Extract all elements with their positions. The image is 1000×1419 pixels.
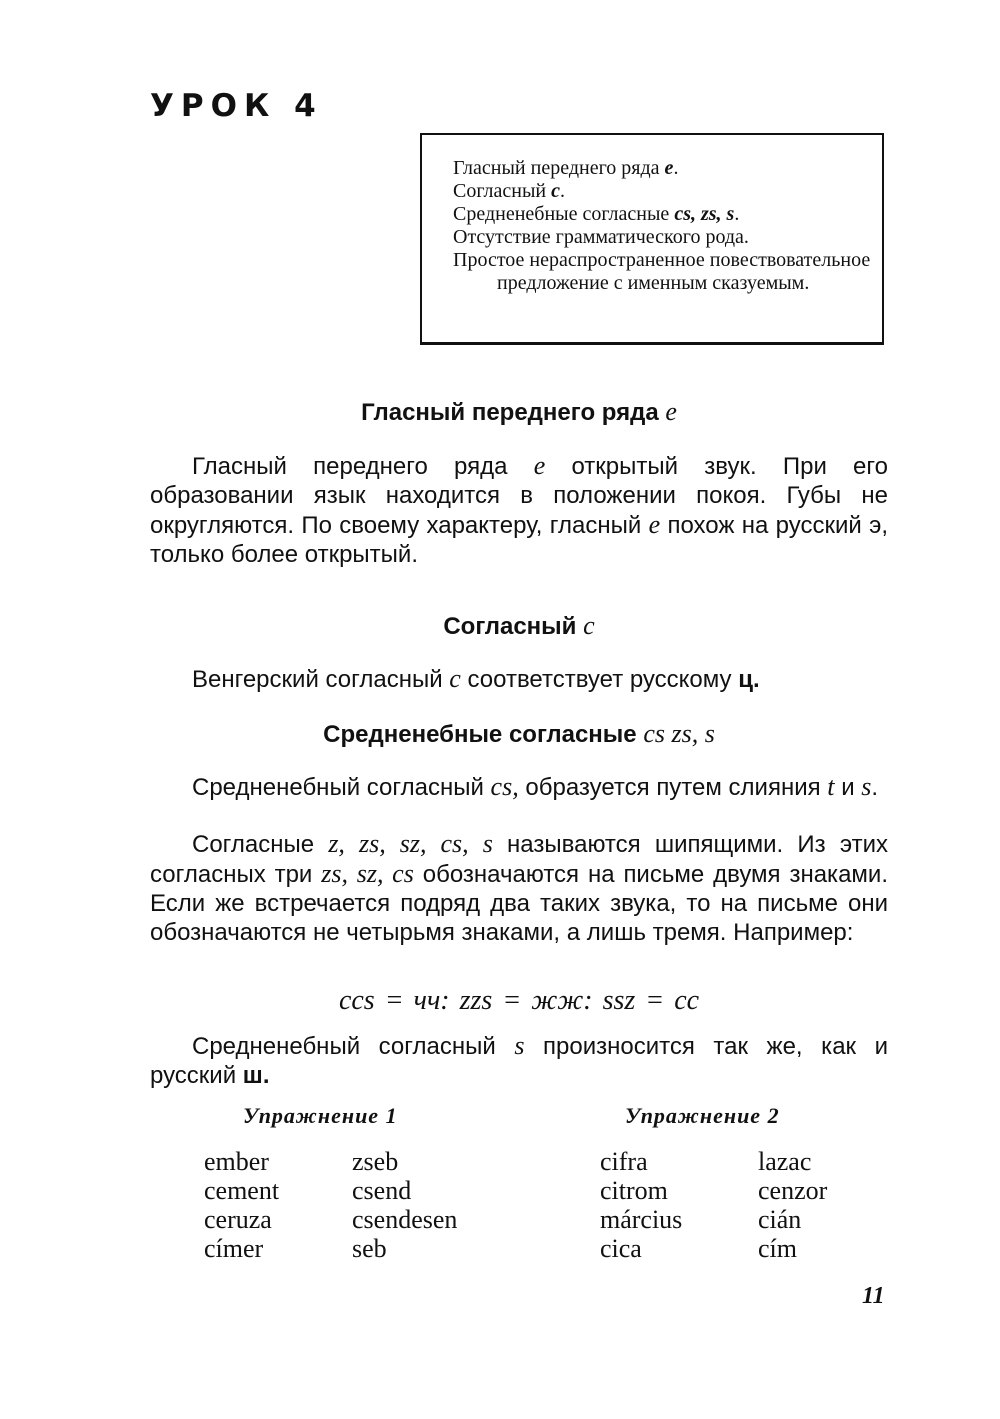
word-item: ceruza (204, 1205, 272, 1234)
paragraph-s-pronunciation: Средненебный согласный s произносится так же, как и русский ш. (150, 1031, 888, 1089)
word-item: ember (204, 1147, 269, 1176)
word-item: címer (204, 1234, 264, 1263)
summary-line: Гласный переднего ряда e. (453, 157, 679, 179)
word-item: seb (352, 1234, 387, 1263)
summary-top-rule (422, 133, 882, 135)
paragraph-consonant-c: Венгерский согласный c соответствует русскому ц. (192, 664, 760, 693)
exercise-1-title: Упражнение 1 (243, 1103, 398, 1128)
section-heading-consonant-c: Согласный c (443, 611, 595, 640)
word-item: zseb (352, 1147, 399, 1176)
exercise-1-column-1 (204, 1147, 279, 1263)
paragraph-sibilants: Согласные z, zs, sz, cs, s называются шипящими. Из этих согласных три zs, sz, cs обозначаются на письме двумя знаками. Если же встречается подряд два таких звука, то на письме они обозначаются не четырьмя знаками, а лишь тремя. Например: (150, 829, 888, 946)
lesson-summary-box (420, 133, 884, 345)
summary-line: Простое нераспространенное повествовательное предложение с именным сказуемым. (453, 249, 871, 294)
word-item: csendesen (352, 1205, 458, 1234)
word-item: cement (204, 1176, 280, 1205)
summary-line: Согласный c. (453, 180, 565, 202)
summary-list (453, 157, 897, 295)
word-item: cím (758, 1234, 797, 1263)
word-item: cenzor (758, 1176, 828, 1205)
word-item: citrom (600, 1176, 668, 1205)
section-heading-palatal-consonants: Средненебные согласные cs zs, s (323, 719, 715, 748)
exercise-2-column-2 (758, 1147, 827, 1263)
word-item: cica (600, 1234, 642, 1263)
paragraph-vowel-e: Гласный переднего ряда e открытый звук. При его образовании язык находится в положении покоя. Губы не округляются. По своему характеру, гласный e похож на русский э, только более открытый. (150, 451, 889, 568)
lesson-title: УРОК 4 (150, 88, 323, 124)
summary-bottom-rule (420, 342, 884, 345)
exercise-1-column-2 (352, 1147, 457, 1263)
exercise-2-title: Упражнение 2 (625, 1103, 780, 1128)
exercise-2-column-1 (600, 1147, 682, 1263)
word-item: csend (352, 1176, 412, 1205)
summary-line: Отсутствие грамматического рода. (453, 226, 749, 248)
example-formula: ccs = чч: zzs = жж: ssz = cc (338, 985, 700, 1016)
summary-line: Средненебные согласные cs, zs, s. (453, 203, 740, 225)
word-item: cián (758, 1205, 802, 1234)
page-number: 11 (862, 1283, 885, 1309)
word-item: március (600, 1205, 683, 1234)
word-item: lazac (758, 1147, 812, 1176)
word-item: cifra (600, 1147, 648, 1176)
section-heading-vowel-e: Гласный переднего ряда e (361, 397, 677, 426)
paragraph-cs-formation: Средненебный согласный cs, образуется путем слияния t и s. (192, 772, 879, 801)
